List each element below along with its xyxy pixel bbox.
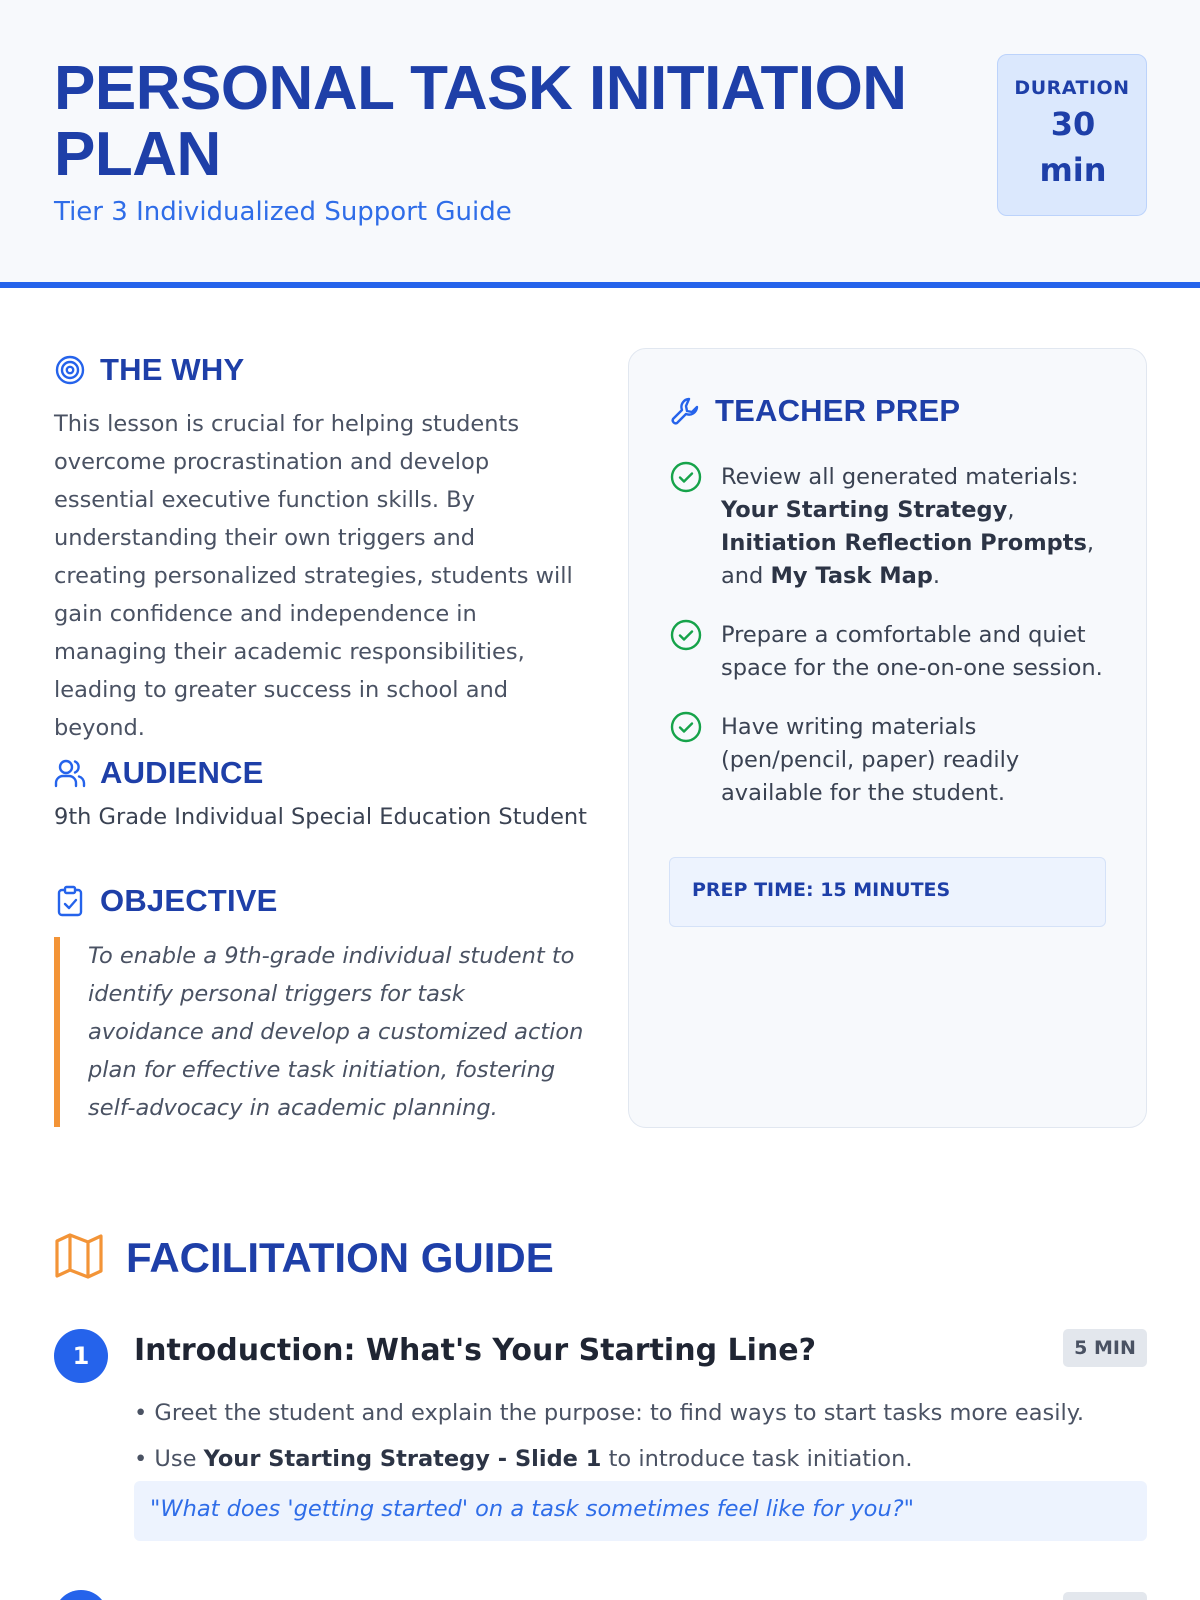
why-body: This lesson is crucial for helping students overcome procrastination and develop essential executive function skills. By understanding their own triggers and creating personalized strategies, students will gain confidence and independence in managing their academic responsibilities, leading to greater success in school and beyond.	[54, 411, 573, 741]
step-number: 1	[54, 1329, 108, 1383]
prep-item-text: Prepare a comfortable and quiet space for the one-on-one session.	[721, 622, 1103, 681]
prep-item-text: Have writing materials (pen/pencil, paper) readily available for the student.	[721, 714, 1020, 806]
check-circle-icon	[669, 710, 703, 744]
list-item: • Greet the student and explain the purpose: to find ways to start tasks more easily.	[134, 1400, 1085, 1426]
duration-label: DURATION	[1014, 77, 1130, 99]
list-item: • Use Your Starting Strategy - Slide 1 to introduce task initiation.	[134, 1446, 913, 1472]
target-icon	[54, 354, 86, 386]
audience-body: 9th Grade Individual Special Education Student	[54, 804, 587, 830]
why-heading-text: THE WHY	[100, 352, 245, 387]
facilitation-heading-text: FACILITATION GUIDE	[126, 1234, 554, 1281]
step-number	[54, 1590, 108, 1600]
teacher-prep-heading-text: TEACHER PREP	[715, 393, 961, 428]
prep-item-text: Review all generated materials: Your Starting Strategy, Initiation Reflection Prompts, and My Task Map.	[721, 464, 1095, 589]
teacher-prep-card	[628, 348, 1147, 1128]
check-circle-icon	[669, 460, 703, 494]
step-duration-badge	[1063, 1592, 1147, 1600]
objective-heading-text: OBJECTIVE	[100, 883, 278, 918]
teacher-prep-heading	[669, 393, 960, 429]
map-icon	[54, 1232, 106, 1284]
teacher-prep-list	[669, 461, 1109, 836]
facilitation-heading	[54, 1232, 554, 1284]
audience-heading	[54, 755, 264, 791]
step-prompt-quote: "What does 'getting started' on a task sometimes feel like for you?"	[134, 1481, 1147, 1541]
duration-value: 30 min	[1039, 105, 1107, 189]
page-header	[0, 0, 1200, 288]
objective-quote: To enable a 9th-grade individual student to identify personal triggers for task avoidance and develop a customized action plan for effective task initiation, fostering self-advocacy in academic planning.	[54, 937, 584, 1127]
users-icon	[54, 757, 86, 789]
audience-heading-text: AUDIENCE	[100, 755, 264, 790]
list-item	[669, 619, 1109, 685]
prep-time-badge: PREP TIME: 15 MINUTES	[669, 857, 1106, 927]
check-circle-icon	[669, 618, 703, 652]
objective-heading	[54, 883, 278, 919]
list-item	[669, 711, 1109, 810]
wrench-icon	[669, 395, 701, 427]
page-title: PERSONAL TASK INITIATION PLAN	[54, 54, 907, 189]
duration-badge	[997, 54, 1147, 216]
list-item	[669, 461, 1109, 593]
step-title: Introduction: What's Your Starting Line?	[134, 1333, 817, 1368]
step-duration-badge: 5 MIN	[1063, 1329, 1147, 1367]
clipboard-check-icon	[54, 885, 86, 917]
why-heading	[54, 352, 244, 388]
step-bullets	[134, 1390, 1084, 1482]
page-subtitle: Tier 3 Individualized Support Guide	[54, 197, 512, 227]
